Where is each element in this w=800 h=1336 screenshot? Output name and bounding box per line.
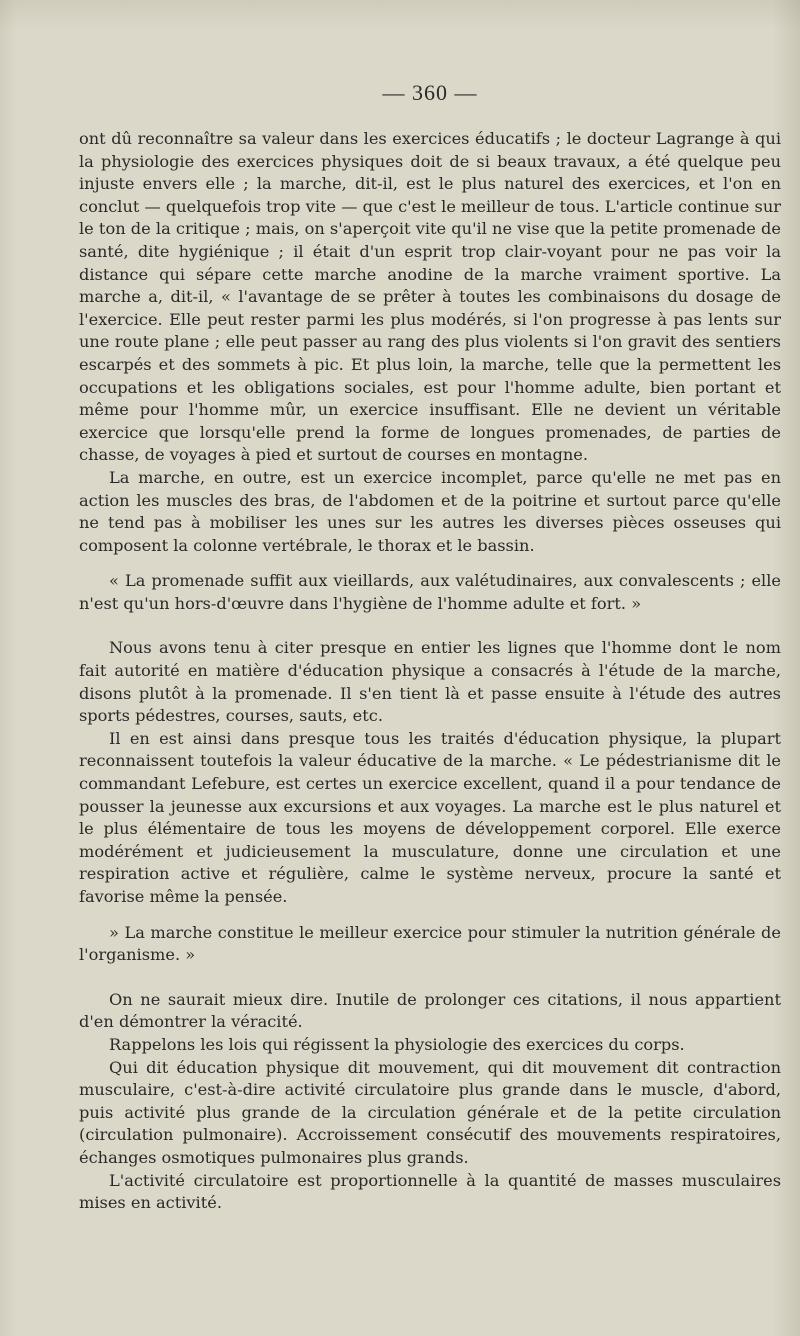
paragraph: On ne saurait mieux dire. Inutile de prolonger ces citations, il nous appartient d'en démontrer la véracité. (79, 989, 781, 1032)
paragraph: Nous avons tenu à citer presque en entier les lignes que l'homme dont le nom fait autorité en matière d'éducation physique a consacrés à l'étude de la marche, disons plutôt à la promenade. Il s'en tient là et passe ensuite à l'étude des autres sports pédestres, courses, sauts, etc. (79, 638, 781, 726)
paragraph: Il en est ainsi dans presque tous les traités d'éducation physique, la plupart reconnaissent toutefois la valeur éducative de la marche. « Le pédestrianisme dit le commandant Lefebure, est certes un exercice excellent, quand il a pour tendance de pousser la jeunesse aux excursions et aux voyages. La marche est le plus naturel et le plus élémentaire de tous les moyens de développement corporel. Elle exerce modérément et judicieusement la musculature, donne une circulation et une respiration active et régulière, calme le système nerveux, procure la santé et favorise même la pensée. (79, 728, 781, 906)
paragraph: Qui dit éducation physique dit mouvement, qui dit mouvement dit contraction musculaire, c'est-à-dire activité circulatoire plus grande dans le muscle, d'abord, puis activité plus grande de la circulation générale et de la petite circulation (circulation pulmonaire). Accroissement consécutif des mouvements respiratoires, échanges osmotiques pulmonaires plus grands. (79, 1057, 781, 1167)
page-number: — 360 — (382, 80, 478, 105)
paragraph: L'activité circulatoire est proportionnelle à la quantité de masses musculaires mises en activité. (79, 1170, 781, 1213)
quote-paragraph: « La promenade suffit aux vieillards, aux valétudinaires, aux convalescents ; elle n'est qu'un hors-d'œuvre dans l'hygiène de l'homme adulte et fort. » (79, 571, 781, 613)
paragraph: ont dû reconnaître sa valeur dans les exercices éducatifs ; le docteur Lagrange à qui la physiologie des exercices physiques doit de si beaux travaux, a été quelque peu injuste envers elle ; la marche, dit-il, est le plus naturel des exercices, et l'on en conclut — quelquefois trop vite — que c'est le meilleur de tous. L'article continue sur le ton de la critique ; mais, on s'aperçoit vite qu'il ne vise que la petite promenade de santé, dite hygiénique ; il était d'un esprit trop clair-voyant pour ne pas voir la distance qui sépare cette marche anodine de la marche vraiment sportive. La marche a, dit-il, « l'avantage de se prêter à toutes les combinaisons du dosage de l'exercice. Elle peut rester parmi les plus modérés, si l'on progresse à pas lents sur une route plane ; elle peut passer au rang des plus violents si l'on gravit des sentiers escarpés et des sommets à pic. Et plus loin, la marche, telle que la permettent les occupations et les obligations sociales, est pour l'homme adulte, bien portant et même pour l'homme mûr, un exercice insuffisant. Elle ne devient un véritable exercice que lorsqu'elle prend la forme de longues promenades, de parties de chasse, de voyages à pied et surtout de courses en montagne. (79, 129, 781, 465)
paragraph: La marche, en outre, est un exercice incomplet, parce qu'elle ne met pas en action les muscles des bras, de l'abdomen et de la poitrine et surtout parce qu'elle ne tend pas à mobiliser les unes sur les autres les diverses pièces osseuses qui composent la colonne vertébrale, le thorax et le bassin. (79, 467, 781, 555)
body-text (79, 128, 781, 1215)
quote-paragraph: » La marche constitue le meilleur exercice pour stimuler la nutrition générale de l'organisme. » (79, 922, 781, 965)
paragraph: Rappelons les lois qui régissent la physiologie des exercices du corps. (109, 1034, 685, 1054)
